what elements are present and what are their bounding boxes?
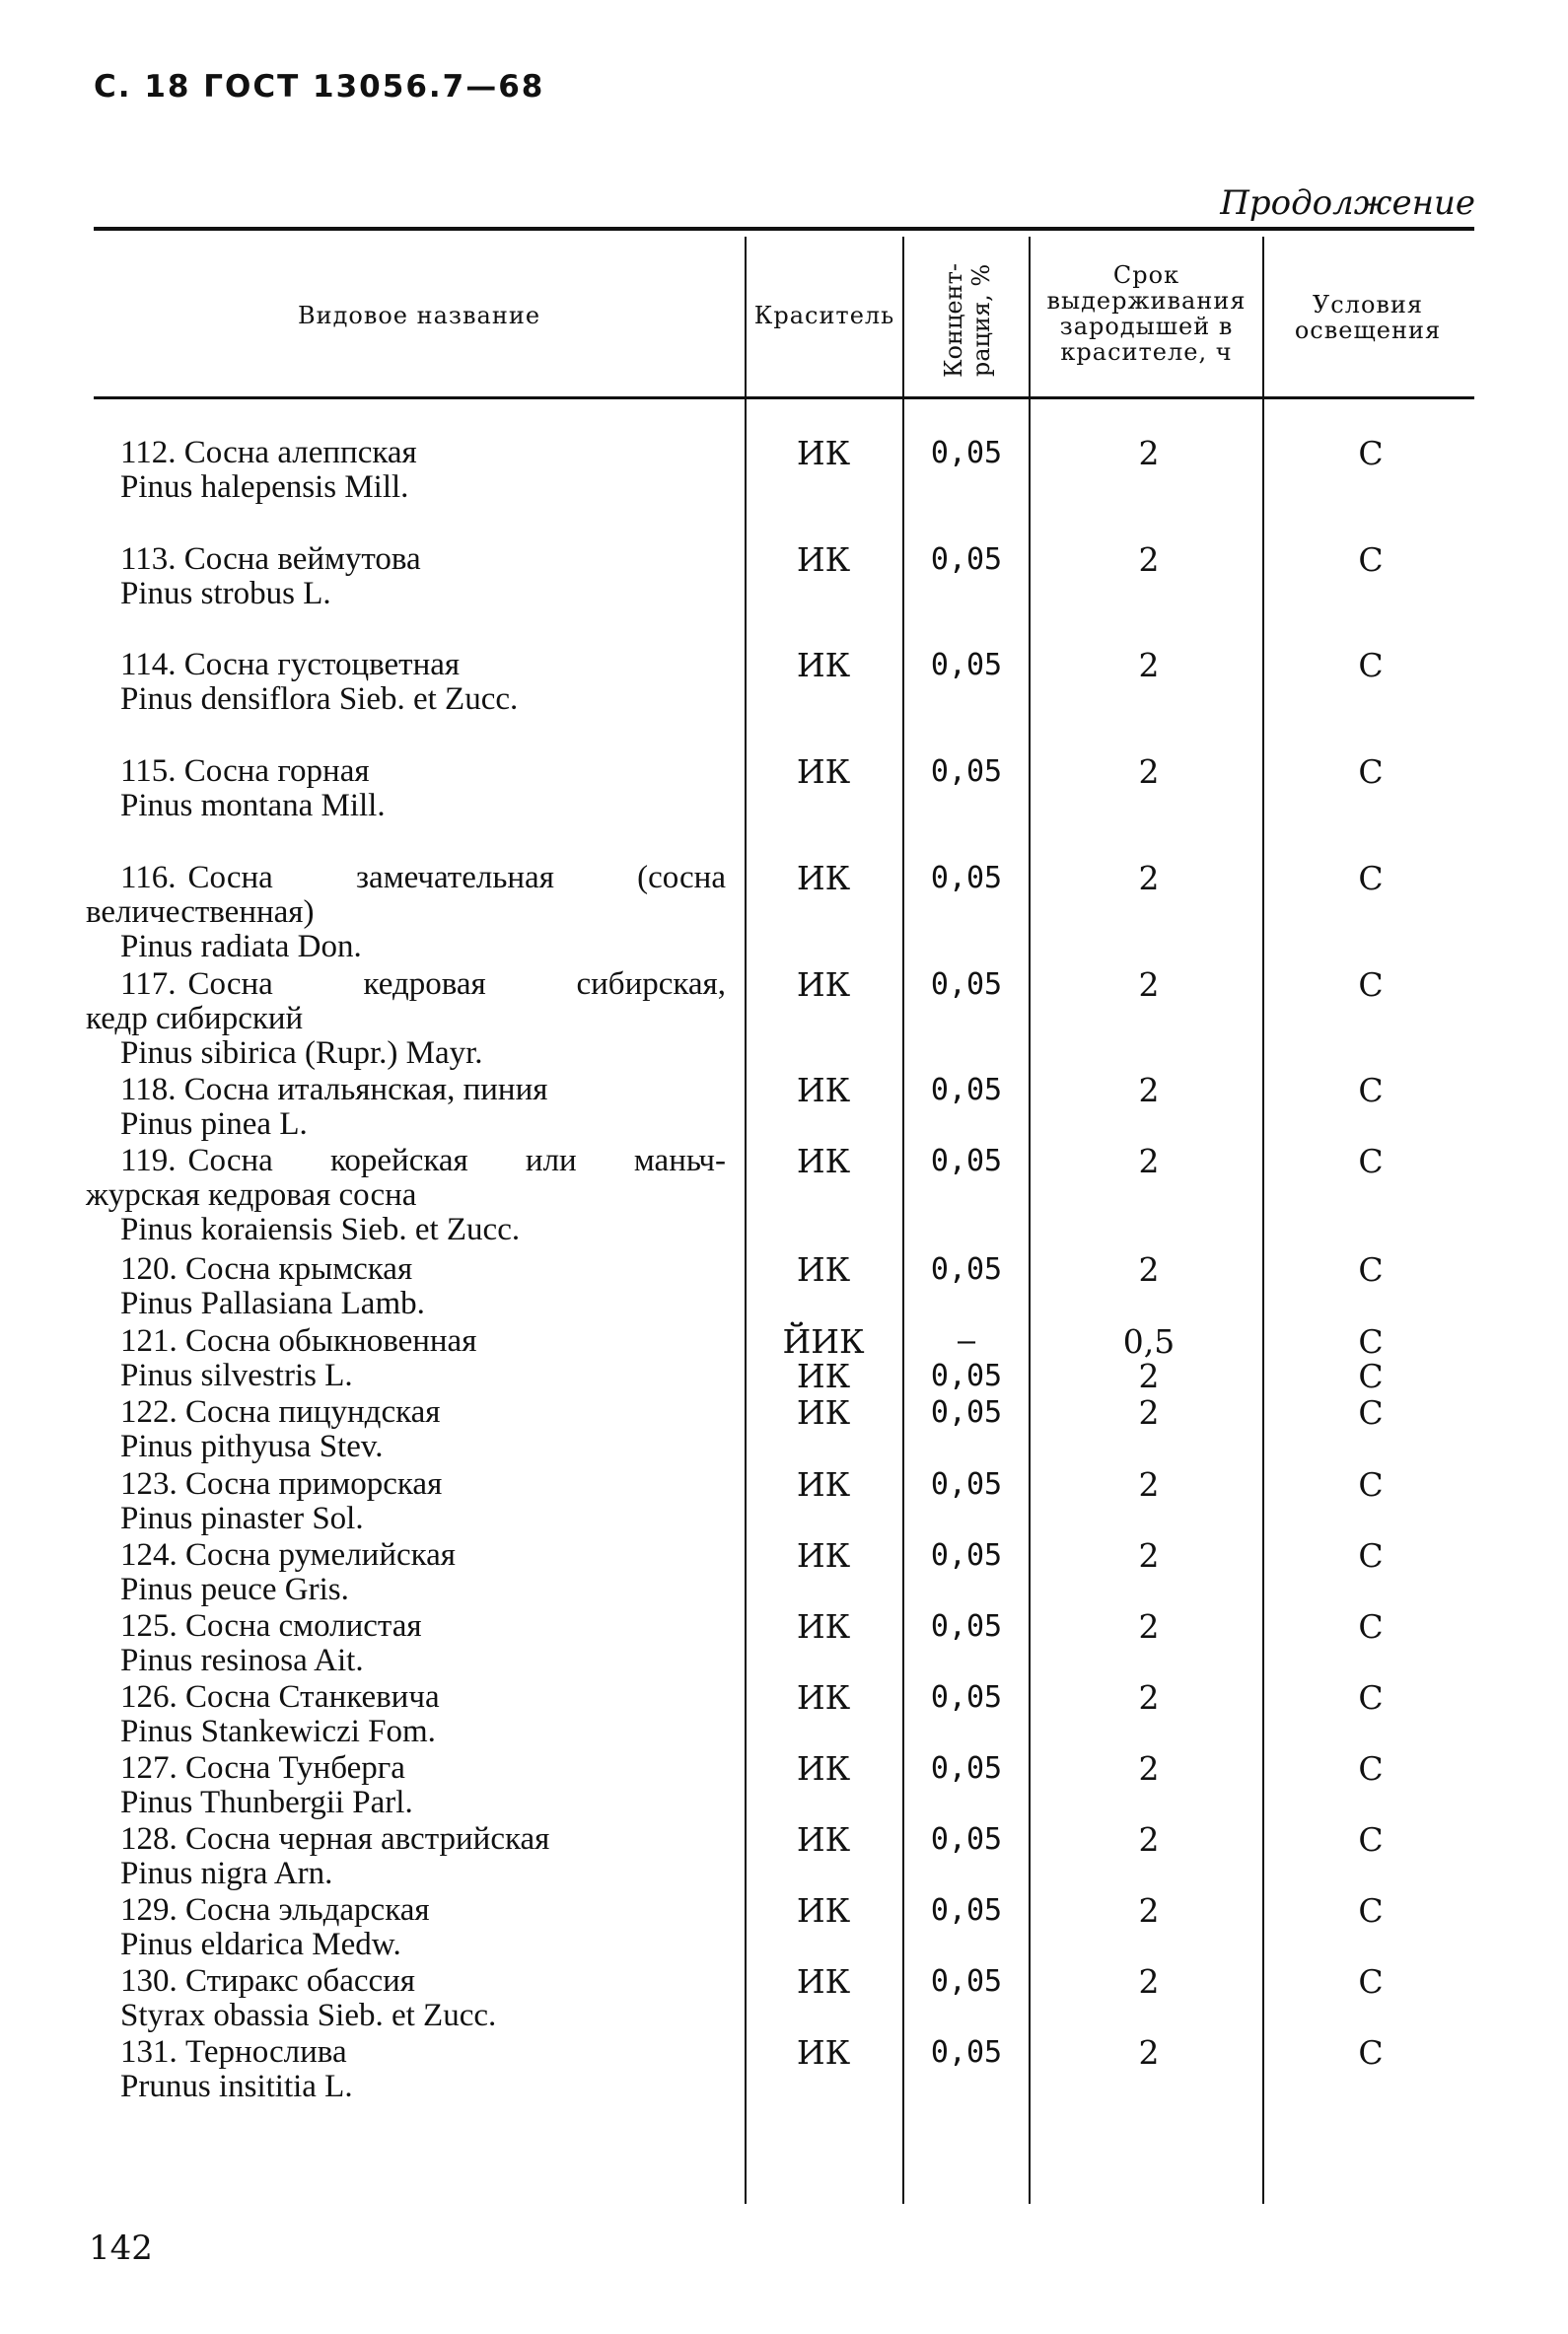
exposure-cell: 0,5 [1122, 1322, 1176, 1361]
species-russian-cont: кедр сибирский [86, 1001, 304, 1036]
dye-cell: ИК [796, 1678, 851, 1717]
species-latin: Prunus insititia L. [120, 2069, 353, 2104]
concentration-cell: 0,05 [930, 1964, 1003, 1999]
column-divider [1029, 237, 1031, 2204]
concentration-cell: 0,05 [930, 1252, 1003, 1287]
exposure-cell: 2 [1138, 1891, 1160, 1930]
species-russian: Сосна пицундская [185, 1394, 441, 1430]
row-number: 127. [120, 1750, 178, 1786]
species-latin: Pinus pithyusa Stev. [120, 1429, 384, 1464]
exposure-cell: 2 [1138, 1962, 1160, 2001]
concentration-cell: 0,05 [930, 436, 1003, 470]
row-number: 123. [120, 1466, 178, 1502]
lighting-cell: С [1358, 752, 1384, 791]
species-russian: Сосна румелийская [185, 1537, 456, 1573]
concentration-cell: 0,05 [930, 1751, 1003, 1786]
dye-cell: ИК [796, 1891, 851, 1930]
species-latin: Pinus halepensis Mill. [120, 469, 409, 505]
exposure-cell: 2 [1138, 1142, 1160, 1180]
lighting-cell: С [1358, 965, 1384, 1004]
species-russian-cont: журская кедровая сосна [86, 1177, 417, 1213]
dye-cell: ИК [796, 1962, 851, 2001]
column-header-exposure: Срок выдерживания зародышей в красителе, ч [1046, 261, 1247, 366]
lighting-cell: С [1358, 1820, 1384, 1859]
concentration-cell: 0,05 [930, 1359, 1003, 1393]
lighting-cell: С [1358, 1071, 1384, 1109]
exposure-cell: 2 [1138, 1607, 1160, 1646]
species-russian: Сосна веймутова [183, 541, 421, 577]
dye-cell: ЙИК [782, 1322, 865, 1361]
column-header-dye: Краситель [753, 302, 895, 329]
column-header-species: Видовое название [297, 302, 541, 329]
row-number: 129. [120, 1892, 178, 1928]
exposure-cell: 2 [1138, 1465, 1160, 1504]
dye-cell: ИК [796, 1749, 851, 1788]
lighting-cell: С [1358, 1322, 1384, 1361]
row-number: 112. [120, 435, 177, 470]
exposure-cell: 2 [1138, 1357, 1160, 1395]
row-number: 126. [120, 1679, 178, 1715]
species-latin: Pinus montana Mill. [120, 788, 386, 823]
dye-cell: ИК [796, 1607, 851, 1646]
table-header-rule [94, 396, 1474, 399]
row-number: 118. [120, 1072, 177, 1107]
row-number: 120. [120, 1251, 178, 1287]
species-russian: Сосна замечательная (сосна [187, 860, 726, 895]
species-latin: Styrax obassia Sieb. et Zucc. [120, 1998, 497, 2033]
dye-cell: ИК [796, 540, 851, 579]
lighting-cell: С [1358, 1749, 1384, 1788]
species-russian: Сосна черная австрийская [185, 1821, 550, 1857]
species-latin: Pinus Thunbergii Parl. [120, 1785, 413, 1820]
species-latin: Pinus pinaster Sol. [120, 1501, 364, 1536]
lighting-cell: С [1358, 1357, 1384, 1395]
dye-cell: ИК [796, 965, 851, 1004]
species-latin: Pinus peuce Gris. [120, 1572, 349, 1607]
species-russian: Сосна обыкновенная [185, 1323, 477, 1359]
row-number: 119. [120, 1143, 177, 1178]
row-number: 130. [120, 1963, 178, 1999]
exposure-cell: 2 [1138, 752, 1160, 791]
exposure-cell: 2 [1138, 434, 1160, 472]
dye-cell: ИК [796, 1465, 851, 1504]
dye-cell: ИК [796, 1393, 851, 1432]
row-number: 114. [120, 647, 177, 682]
lighting-cell: С [1358, 2033, 1384, 2072]
row-number: 113. [120, 541, 177, 577]
exposure-cell: 2 [1138, 646, 1160, 684]
species-latin: Pinus Stankewiczi Fom. [120, 1714, 436, 1749]
dye-cell: ИК [796, 434, 851, 472]
lighting-cell: С [1358, 859, 1384, 897]
species-russian: Сосна смолистая [185, 1608, 422, 1644]
concentration-cell: 0,05 [930, 1538, 1003, 1573]
lighting-cell: С [1358, 1465, 1384, 1504]
exposure-cell: 2 [1138, 1536, 1160, 1575]
dye-cell: ИК [796, 1071, 851, 1109]
concentration-cell: 0,05 [930, 542, 1003, 577]
row-number: 116. [120, 860, 177, 895]
concentration-cell: 0,05 [930, 648, 1003, 682]
species-latin: Pinus eldarica Medw. [120, 1927, 401, 1962]
species-latin: Pinus koraiensis Sieb. et Zucc. [120, 1212, 521, 1247]
species-latin: Pinus strobus L. [120, 576, 331, 611]
species-latin: Pinus sibirica (Rupr.) Mayr. [120, 1035, 483, 1071]
species-russian: Сосна крымская [185, 1251, 413, 1287]
concentration-cell: 0,05 [930, 1609, 1003, 1644]
lighting-cell: С [1358, 1536, 1384, 1575]
species-russian: Сосна Станкевича [185, 1679, 440, 1715]
dye-cell: ИК [796, 859, 851, 897]
lighting-cell: С [1358, 1607, 1384, 1646]
row-number: 115. [120, 753, 177, 789]
concentration-cell: 0,05 [930, 1680, 1003, 1715]
species-latin: Pinus pinea L. [120, 1106, 308, 1142]
species-latin: Pinus nigra Arn. [120, 1856, 333, 1891]
exposure-cell: 2 [1138, 1820, 1160, 1859]
exposure-cell: 2 [1138, 1678, 1160, 1717]
exposure-cell: 2 [1138, 1393, 1160, 1432]
exposure-cell: 2 [1138, 1749, 1160, 1788]
column-divider [1262, 237, 1264, 2204]
row-number: 124. [120, 1537, 178, 1573]
exposure-cell: 2 [1138, 1071, 1160, 1109]
species-latin: Pinus resinosa Ait. [120, 1643, 364, 1678]
page-header: С. 18 ГОСТ 13056.7—68 [94, 69, 545, 105]
lighting-cell: С [1358, 646, 1384, 684]
species-russian: Сосна приморская [185, 1466, 443, 1502]
lighting-cell: С [1358, 1962, 1384, 2001]
concentration-cell: 0,05 [930, 754, 1003, 789]
table-top-rule [94, 227, 1474, 231]
exposure-cell: 2 [1138, 965, 1160, 1004]
continuation-label: Продолжение [1220, 183, 1475, 223]
lighting-cell: С [1358, 1393, 1384, 1432]
column-divider [745, 237, 747, 2204]
species-russian: Сосна корейская или маньч- [187, 1143, 726, 1178]
concentration-cell: 0,05 [930, 861, 1003, 895]
species-russian: Сосна Тунберга [185, 1750, 405, 1786]
concentration-cell: 0,05 [930, 1144, 1003, 1178]
lighting-cell: С [1358, 1142, 1384, 1180]
dye-cell: ИК [796, 752, 851, 791]
species-russian: Сосна итальянская, пиния [183, 1072, 548, 1107]
lighting-cell: С [1358, 540, 1384, 579]
column-divider [902, 237, 904, 2204]
concentration-cell: 0,05 [930, 2035, 1003, 2070]
exposure-cell: 2 [1138, 1250, 1160, 1289]
dye-cell: ИК [796, 1536, 851, 1575]
column-header-concentration: Концент- рация, % [940, 262, 995, 379]
species-russian: Стиракс обассия [185, 1963, 415, 1999]
exposure-cell: 2 [1138, 859, 1160, 897]
exposure-cell: 2 [1138, 540, 1160, 579]
lighting-cell: С [1358, 1891, 1384, 1930]
exposure-cell: 2 [1138, 2033, 1160, 2072]
dye-cell: ИК [796, 1250, 851, 1289]
page-number: 142 [89, 2228, 153, 2268]
concentration-cell: — [957, 1324, 976, 1359]
species-russian: Сосна кедровая сибирская, [187, 966, 726, 1002]
concentration-cell: 0,05 [930, 1395, 1003, 1430]
row-number: 128. [120, 1821, 178, 1857]
species-russian: Сосна горная [183, 753, 370, 789]
row-number: 121. [120, 1323, 178, 1359]
row-number: 131. [120, 2034, 178, 2070]
dye-cell: ИК [796, 1357, 851, 1395]
species-russian: Сосна густоцветная [183, 647, 461, 682]
species-russian: Сосна алеппская [183, 435, 417, 470]
species-latin: Pinus radiata Don. [120, 929, 362, 964]
species-latin: Pinus densiflora Sieb. et Zucc. [120, 681, 519, 717]
species-russian-cont: величественная) [86, 894, 315, 930]
species-latin: Pinus silvestris L. [120, 1358, 353, 1393]
concentration-cell: 0,05 [930, 1073, 1003, 1107]
species-russian: Сосна эльдарская [185, 1892, 430, 1928]
row-number: 122. [120, 1394, 178, 1430]
concentration-cell: 0,05 [930, 1893, 1003, 1928]
dye-cell: ИК [796, 2033, 851, 2072]
lighting-cell: С [1358, 1678, 1384, 1717]
dye-cell: ИК [796, 646, 851, 684]
column-header-lighting: Условия освещения [1294, 291, 1442, 344]
species-russian: Тернослива [185, 2034, 347, 2070]
concentration-cell: 0,05 [930, 967, 1003, 1002]
concentration-cell: 0,05 [930, 1822, 1003, 1857]
lighting-cell: С [1358, 434, 1384, 472]
dye-cell: ИК [796, 1820, 851, 1859]
row-number: 125. [120, 1608, 178, 1644]
concentration-cell: 0,05 [930, 1467, 1003, 1502]
row-number: 117. [120, 966, 177, 1002]
species-latin: Pinus Pallasiana Lamb. [120, 1286, 425, 1321]
dye-cell: ИК [796, 1142, 851, 1180]
lighting-cell: С [1358, 1250, 1384, 1289]
